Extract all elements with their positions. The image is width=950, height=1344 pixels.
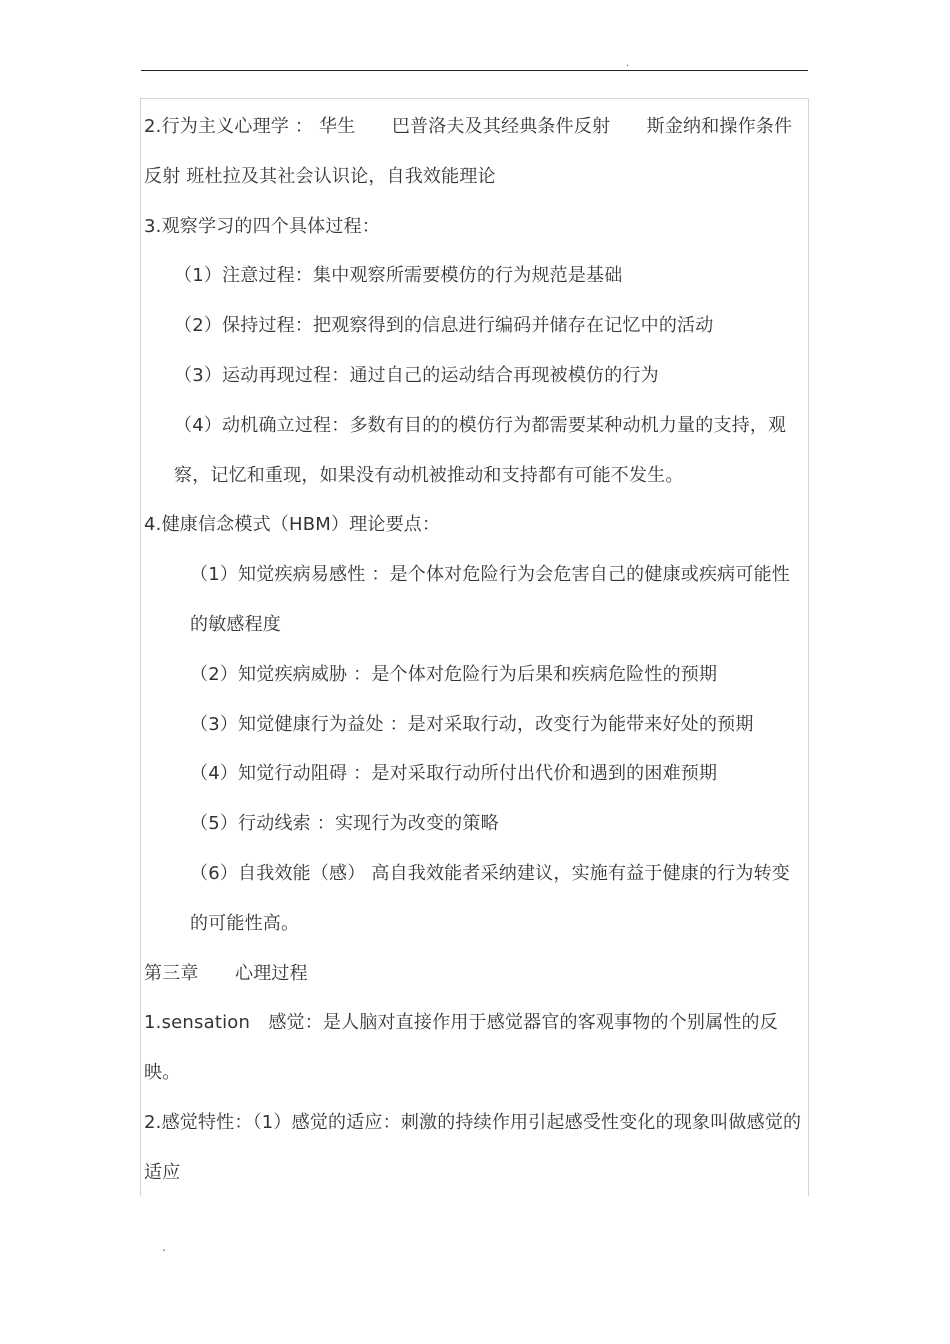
list-item-retention: （2）保持过程：把观察得到的信息进行编码并储存在记忆中的活动 (174, 315, 714, 337)
list-item-benefits: （3）知觉健康行为益处 ：是对采取行动，改变行为能带来好处的预期 (190, 713, 754, 735)
paragraph-sensation: 1.sensation 感觉：是人脑对直接作用于感觉器官的客观事物的个别属性的反映。 (144, 1012, 778, 1084)
footer-mark: . (162, 1240, 166, 1254)
paragraph-sensation-traits: 2.感觉特性：（1）感觉的适应：刺激的持续作用引起感受性变化的现象叫做感觉的适应 (144, 1111, 802, 1183)
list-item-reproduction: （3）运动再现过程：通过自己的运动结合再现被模仿的行为 (174, 364, 659, 386)
list-item-attention: （1）注意过程：集中观察所需要模仿的行为规范是基础 (174, 265, 623, 287)
chapter-heading: 第三章 心理过程 (144, 962, 308, 984)
list-item-barriers: （4）知觉行动阻碍 ：是对采取行动所付出代价和遇到的困难预期 (190, 763, 718, 785)
paragraph-hbm: 4.健康信念模式（HBM）理论要点： (144, 514, 441, 536)
list-item-cues: （5）行动线索 ：实现行为改变的策略 (190, 813, 499, 835)
list-item-self-efficacy: （6）自我效能（感） 高自我效能者采纳建议，实施有益于健康的行为转变的可能性高。 (190, 862, 790, 934)
paragraph-behaviorism: 2.行为主义心理学 ： 华生 巴普洛夫及其经典条件反射 斯金纳和操作条件反射 班杜拉及其社会认识论，自我效能理论 (144, 116, 793, 187)
header-rule (141, 70, 808, 71)
header-mark: . (626, 58, 630, 69)
document-body (144, 102, 808, 1198)
list-item-motivation: （4）动机确立过程：多数有目的的模仿行为都需要某种动机力量的支持，观察，记忆和重现，如果没有动机被推动和支持都有可能不发生。 (174, 414, 787, 486)
list-item-severity: （2）知觉疾病威胁 ：是个体对危险行为后果和疾病危险性的预期 (190, 663, 718, 685)
paragraph-observational-learning: 3.观察学习的四个具体过程： (144, 215, 380, 237)
list-item-susceptibility: （1）知觉疾病易感性 ：是个体对危险行为会危害自己的健康或疾病可能性的敏感程度 (190, 564, 790, 635)
